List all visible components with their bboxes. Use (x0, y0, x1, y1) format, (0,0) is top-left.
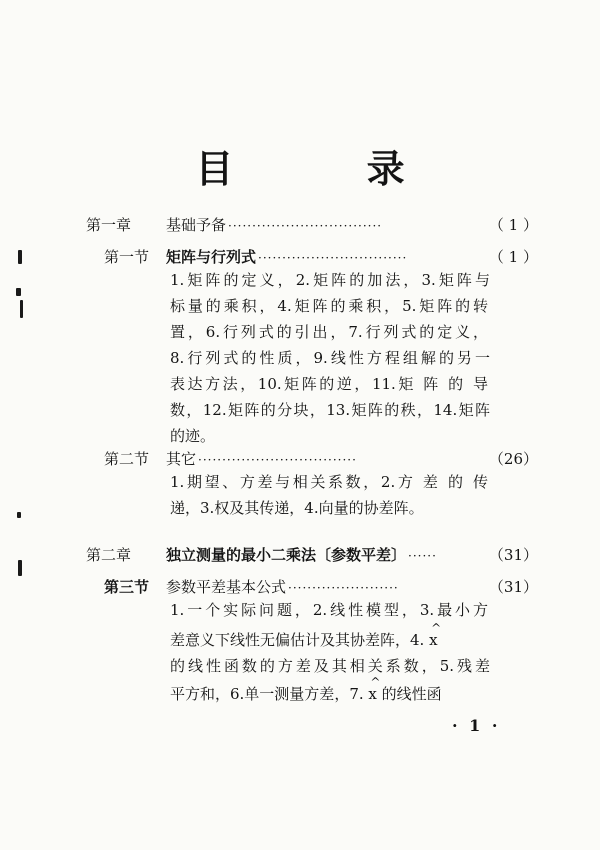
list-item: 标量的乘积，4.矩阵的乘积，5.矩阵的转 (170, 297, 488, 315)
page-ref: （ 1 ） (488, 248, 538, 266)
scan-mark (17, 512, 21, 518)
leader-dots: ······ (408, 549, 437, 563)
x-hat-symbol: ^ x (429, 630, 437, 650)
section-label: 第二节 (104, 450, 150, 468)
section-title: 矩阵与行列式 (166, 248, 257, 266)
list-item: 的线性函数的方差及其相关系数，5.残差 (170, 657, 490, 675)
list-item-text: 差意义下线性无偏估计及其协差阵，4. (170, 631, 425, 649)
toc-entry-section2 (104, 448, 538, 469)
page-ref: （31） (488, 546, 538, 564)
page-number: · 1 · (452, 716, 501, 735)
toc-entry-section1 (104, 246, 538, 267)
chapter-title: 基础予备 (166, 216, 227, 234)
section-label: 第一节 (104, 248, 150, 266)
toc-entry-section3 (104, 576, 538, 597)
list-item: 1.矩阵的定义，2.矩阵的加法，3.矩阵与 (170, 271, 490, 289)
scan-mark (18, 560, 22, 576)
page-ref: （31） (488, 578, 538, 596)
list-item: 置，6.行列式的引出，7.行列式的定义， (170, 323, 488, 341)
page-ref: （ 1 ） (488, 216, 538, 234)
list-item (170, 630, 488, 650)
list-item: 1.期望、方差与相关系数，2.方 差 的 传 (170, 473, 488, 491)
list-item-text: 的线性函 (381, 685, 442, 703)
x-hat-symbol: ^ x (368, 684, 376, 704)
section-label: 第三节 (104, 578, 150, 596)
toc-entry-chapter1 (86, 214, 538, 235)
list-item: 表达方法，10.矩阵的逆，11.矩 阵 的 导 (170, 375, 488, 393)
list-item: 的迹。 (170, 427, 216, 445)
list-item: 1.一个实际问题，2.线性模型，3.最小方 (170, 601, 488, 619)
chapter-label: 第二章 (86, 546, 132, 564)
chapter-label: 第一章 (86, 216, 132, 234)
section-title: 其它 (166, 450, 197, 468)
page-title: 目 录 (195, 147, 465, 191)
toc-entry-chapter2 (86, 544, 538, 565)
page-ref: （26） (488, 450, 538, 468)
leader-dots: ································ (228, 219, 383, 233)
leader-dots: ································· (198, 453, 357, 467)
scan-mark (16, 288, 21, 296)
list-item: 递，3.权及其传递，4.向量的协差阵。 (170, 499, 424, 517)
list-item-text: 平方和，6.单一测量方差，7. (170, 685, 364, 703)
scan-mark (20, 300, 23, 318)
list-item: 数，12.矩阵的分块，13.矩阵的秩，14.矩阵 (170, 401, 490, 419)
chapter-title: 独立测量的最小二乘法〔参数平差〕 (166, 546, 407, 564)
list-item (170, 684, 490, 704)
list-item: 8.行列式的性质，9.线性方程组解的另一 (170, 349, 490, 367)
leader-dots: ······························· (258, 251, 408, 265)
leader-dots: ······················· (288, 581, 399, 595)
scan-mark (18, 250, 22, 264)
section-title: 参数平差基本公式 (166, 578, 287, 596)
